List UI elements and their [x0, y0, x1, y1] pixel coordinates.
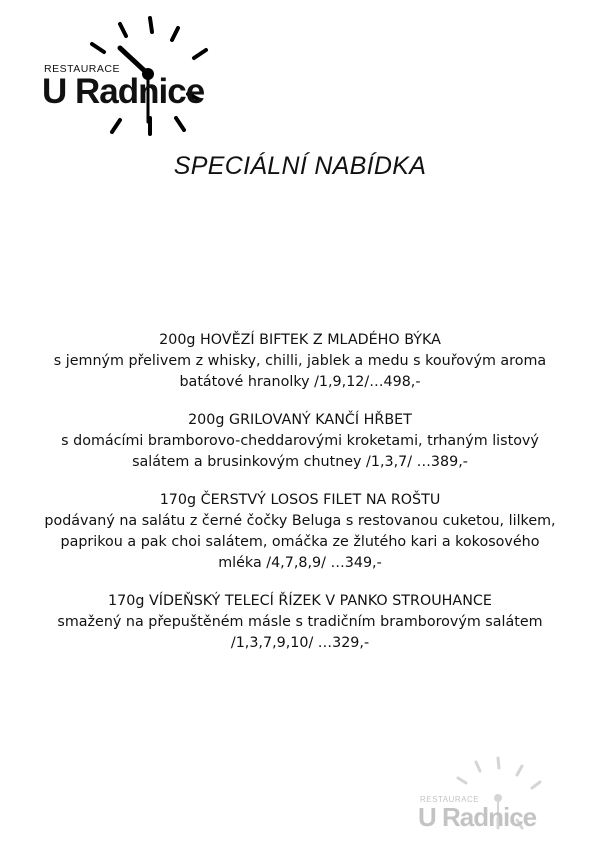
menu-item-name: GRILOVANÝ KANČÍ HŘBET [229, 412, 412, 428]
menu-list [40, 330, 560, 671]
menu-item-description: smažený na přepuštěném másle s tradičním bramborovým salátem /1,3,7,9,10/ …329,- [57, 614, 543, 651]
menu-item-weight: 200g [159, 332, 196, 348]
menu-item [40, 330, 560, 393]
menu-item [40, 591, 560, 654]
menu-item-heading [40, 330, 560, 351]
menu-item-description: s jemným přelivem z whisky, chilli, jablek a medu s kouřovým aroma batátové hranolky /1,9,12/…498,- [53, 353, 547, 390]
menu-item-description: s domácími bramborovo-cheddarovými kroketami, trhaným listový salátem a brusinkovým chutney /1,3,7/ …389,- [61, 433, 539, 470]
menu-item-weight: 170g [108, 593, 145, 609]
menu-item-name: HOVĚZÍ BIFTEK Z MLADÉHO BÝKA [200, 332, 441, 348]
menu-item [40, 410, 560, 473]
menu-item-weight: 200g [188, 412, 225, 428]
menu-item-weight: 170g [159, 492, 197, 508]
page-title: SPECIÁLNÍ NABÍDKA [173, 152, 427, 180]
menu-item-description: podávaný na salátu z černé čočky Beluga s restovanou cuketou, lilkem, paprikou a pak choi salátem, omáčka ze žlutého kari a kokosového mléka /4,7,8,9/ …349,- [44, 513, 556, 571]
menu-item-heading [40, 410, 560, 431]
menu-item-name: ČERSTVÝ LOSOS FILET NA ROŠTU [200, 492, 441, 508]
logo-subtitle: RESTAURACE [420, 795, 480, 804]
restaurant-logo-watermark [418, 752, 548, 842]
menu-item-heading [40, 490, 560, 511]
logo-name: U Radnice [42, 72, 205, 111]
logo-name: U Radnice [418, 802, 537, 832]
menu-item-name: VÍDEŇSKÝ TELECÍ ŘÍZEK V PANKO STROUHANCE [148, 593, 492, 609]
restaurant-logo [40, 10, 220, 150]
logo-subtitle: RESTAURACE [44, 63, 120, 75]
menu-item-heading [40, 591, 560, 612]
menu-item [40, 490, 560, 574]
